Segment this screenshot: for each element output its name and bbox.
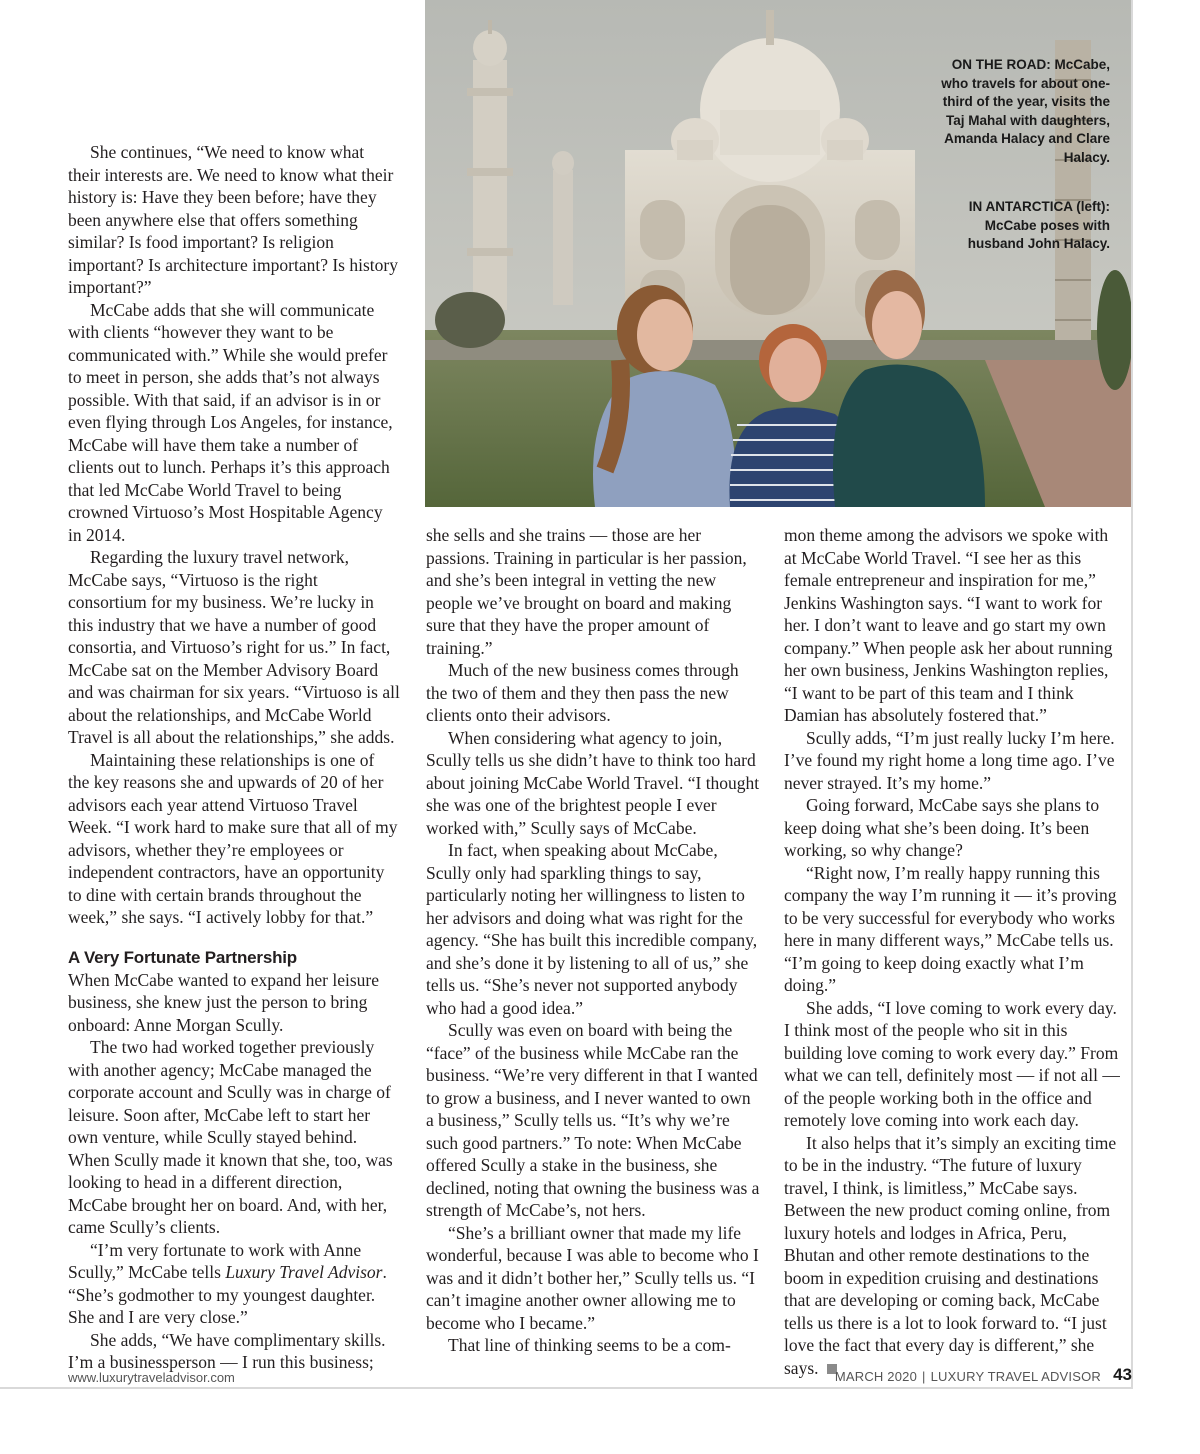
photo-caption: IN ANTARCTICA (left): McCabe poses with husband John Halacy.	[967, 199, 1110, 251]
paragraph: Scully adds, “I’m just really lucky I’m here. I’ve found my right home a long time ago. I’ve never strayed. It’s my home.”	[784, 727, 1115, 793]
quote-text: “I’m very fortunate to work with Anne Scully,” McCabe tells	[68, 1239, 362, 1282]
paragraph: That line of thinking seems to be a com-	[448, 1335, 731, 1355]
paragraph	[68, 1239, 400, 1329]
section-subhead: A Very Fortunate Partnership	[68, 947, 297, 967]
page-number: 43	[1113, 1365, 1132, 1384]
publication-name: Luxury Travel Advisor	[225, 1262, 383, 1282]
paragraph: She adds, “We have complimentary skills. I’m a businessperson — I run this business;	[68, 1329, 386, 1372]
footer-date: MARCH 2020	[834, 1369, 918, 1384]
photo-caption: ON THE ROAD: McCabe, who travels for about one-third of the year, visits the Taj Mahal with daughters, Amanda Halacy and Clare Halacy.	[941, 57, 1110, 165]
paragraph: She adds, “I love coming to work every day. I think most of the people who sit in this building love coming to work every day.” From what we can tell, definitely most — if not all — of the people working both in the office and remotely love coming into work each day.	[784, 997, 1120, 1130]
paragraph: In fact, when speaking about McCabe, Scully only had sparkling things to say, particularly noting her willingness to listen to her advisors and doing what was right for the agency. “She has built this incredible company, and she’s done it by listening to all of us,” she tells us. “She’s never not supported anybody who had a good idea.”	[426, 840, 758, 1018]
paragraph: “She’s a brilliant owner that made my life wonderful, because I was able to become who I was and it didn’t bother her,” Scully tells us. “I can’t imagine another owner allowing me to become who I became.”	[426, 1222, 759, 1333]
quote-text: . “She’s godmother to my youngest daughter. She and I are very close.”	[68, 1262, 387, 1327]
paragraph: When McCabe wanted to expand her leisure business, she knew just the person to bring onboard: Anne Morgan Scully.	[68, 969, 379, 1035]
article-column-2	[426, 524, 762, 1357]
footer-rule	[0, 1387, 1133, 1389]
paragraph: mon theme among the advisors we spoke with at McCabe World Travel. “I see her as this female entrepreneur and inspiration for me,” Jenkins Washington says. “I want to work for her. I don’t want to leave and go start my own company.” When people ask her about running her own business, Jenkins Washington replies, “I want to be part of this team and I think Damian has absolutely fostered that.”	[784, 525, 1113, 725]
page-edge-rule	[1131, 0, 1133, 1388]
paragraph: Regarding the luxury travel network, McCabe says, “Virtuoso is the right consortium for my business. We’re lucky in this industry that we have a number of good consortia, and Virtuoso’s right for us.” In fact, McCabe sat on the Member Advisory Board and was chairman for six years. “Virtuoso is all about the relationships, and McCabe World Travel is all about the relationships,” she adds.	[68, 547, 400, 747]
paragraph: Much of the new business comes through the two of them and they then pass the new clients onto their advisors.	[426, 660, 739, 725]
footer-separator: |	[922, 1369, 926, 1384]
paragraph: The two had worked together previously with another agency; McCabe managed the corporate account and Scully was in charge of leisure. Soon after, McCabe left to start her own venture, while Scully stayed behind. When Scully made it known that she, too, was looking to head in a different direction, McCabe brought her on board. And, with her, came Scully’s clients.	[68, 1037, 393, 1237]
paragraph	[784, 1132, 1120, 1380]
footer-issue	[835, 1369, 1101, 1384]
paragraph: Scully was even on board with being the “face” of the business while McCabe ran the business. “We’re very different in that I wanted to grow a business, and I never wanted to own a business,” Scully tells us. “It’s why we’re such good partners.” To note: When McCabe offered Scully a stake in the business, she declined, noting that owning the business was a strength of McCabe’s, not hers.	[426, 1020, 760, 1220]
taj-mahal-photo	[425, 0, 1132, 507]
footer-magazine: LUXURY TRAVEL ADVISOR	[930, 1369, 1101, 1384]
paragraph: McCabe adds that she will communicate with clients “however they want to be communicated with.” While she would prefer to meet in person, she adds that’s not always possible. With that said, if an advisor is in or even flying through Los Angeles, for instance, McCabe will have them take a number of clients out to lunch. Perhaps it’s this approach that led McCabe World Travel to being crowned Virtuoso’s Most Hospitable Agency in 2014.	[68, 299, 393, 545]
paragraph: Going forward, McCabe says she plans to keep doing what she’s been doing. It’s been working, so why change?	[784, 795, 1100, 860]
paragraph: “Right now, I’m really happy running this company the way I’m running it — it’s proving to be very successful for everybody who works here in many different ways,” McCabe tells us. “I’m going to keep doing exactly what I’m doing.”	[784, 862, 1117, 995]
article-column-3	[784, 524, 1120, 1379]
paragraph: She continues, “We need to know what their interests are. We need to know what their history is: Have they been before; have they been anywhere else that offers something similar? Is food important? Is religion important? Is architecture important? Is history important?”	[68, 142, 398, 297]
paragraph-text: It also helps that it’s simply an exciting time to be in the industry. “The future of luxury travel, I think, is limitless,” McCabe says. Between the new product coming online, from luxury hotels and lodges in Africa, Peru, Bhutan and other remote destinations to the boom in expedition cruising and destinations that are developing or coming back, McCabe tells us there is a lot to look forward to. “I just love the fact that every day is different,” she says.	[784, 1132, 1117, 1378]
footer-website: www.luxurytraveladvisor.com	[68, 1370, 235, 1385]
article-column-1	[68, 141, 400, 1374]
paragraph: she sells and she trains — those are her passions. Training in particular is her passion, and she’s been integral in vetting the new people we’ve brought on board and making sure that they have the proper amount of training.”	[426, 525, 747, 658]
paragraph: Maintaining these relationships is one of the key reasons she and upwards of 20 of her advisors each year attend Virtuoso Travel Week. “I work hard to make sure that all of my advisors, whether they’re employees or independent contractors, have an opportunity to dine with certain brands throughout the week,” she says. “I actively lobby for that.”	[68, 749, 398, 927]
paragraph: When considering what agency to join, Scully tells us she didn’t have to think too hard about joining McCabe World Travel. “I thought she was one of the brightest people I ever worked with,” Scully says of McCabe.	[426, 727, 760, 838]
